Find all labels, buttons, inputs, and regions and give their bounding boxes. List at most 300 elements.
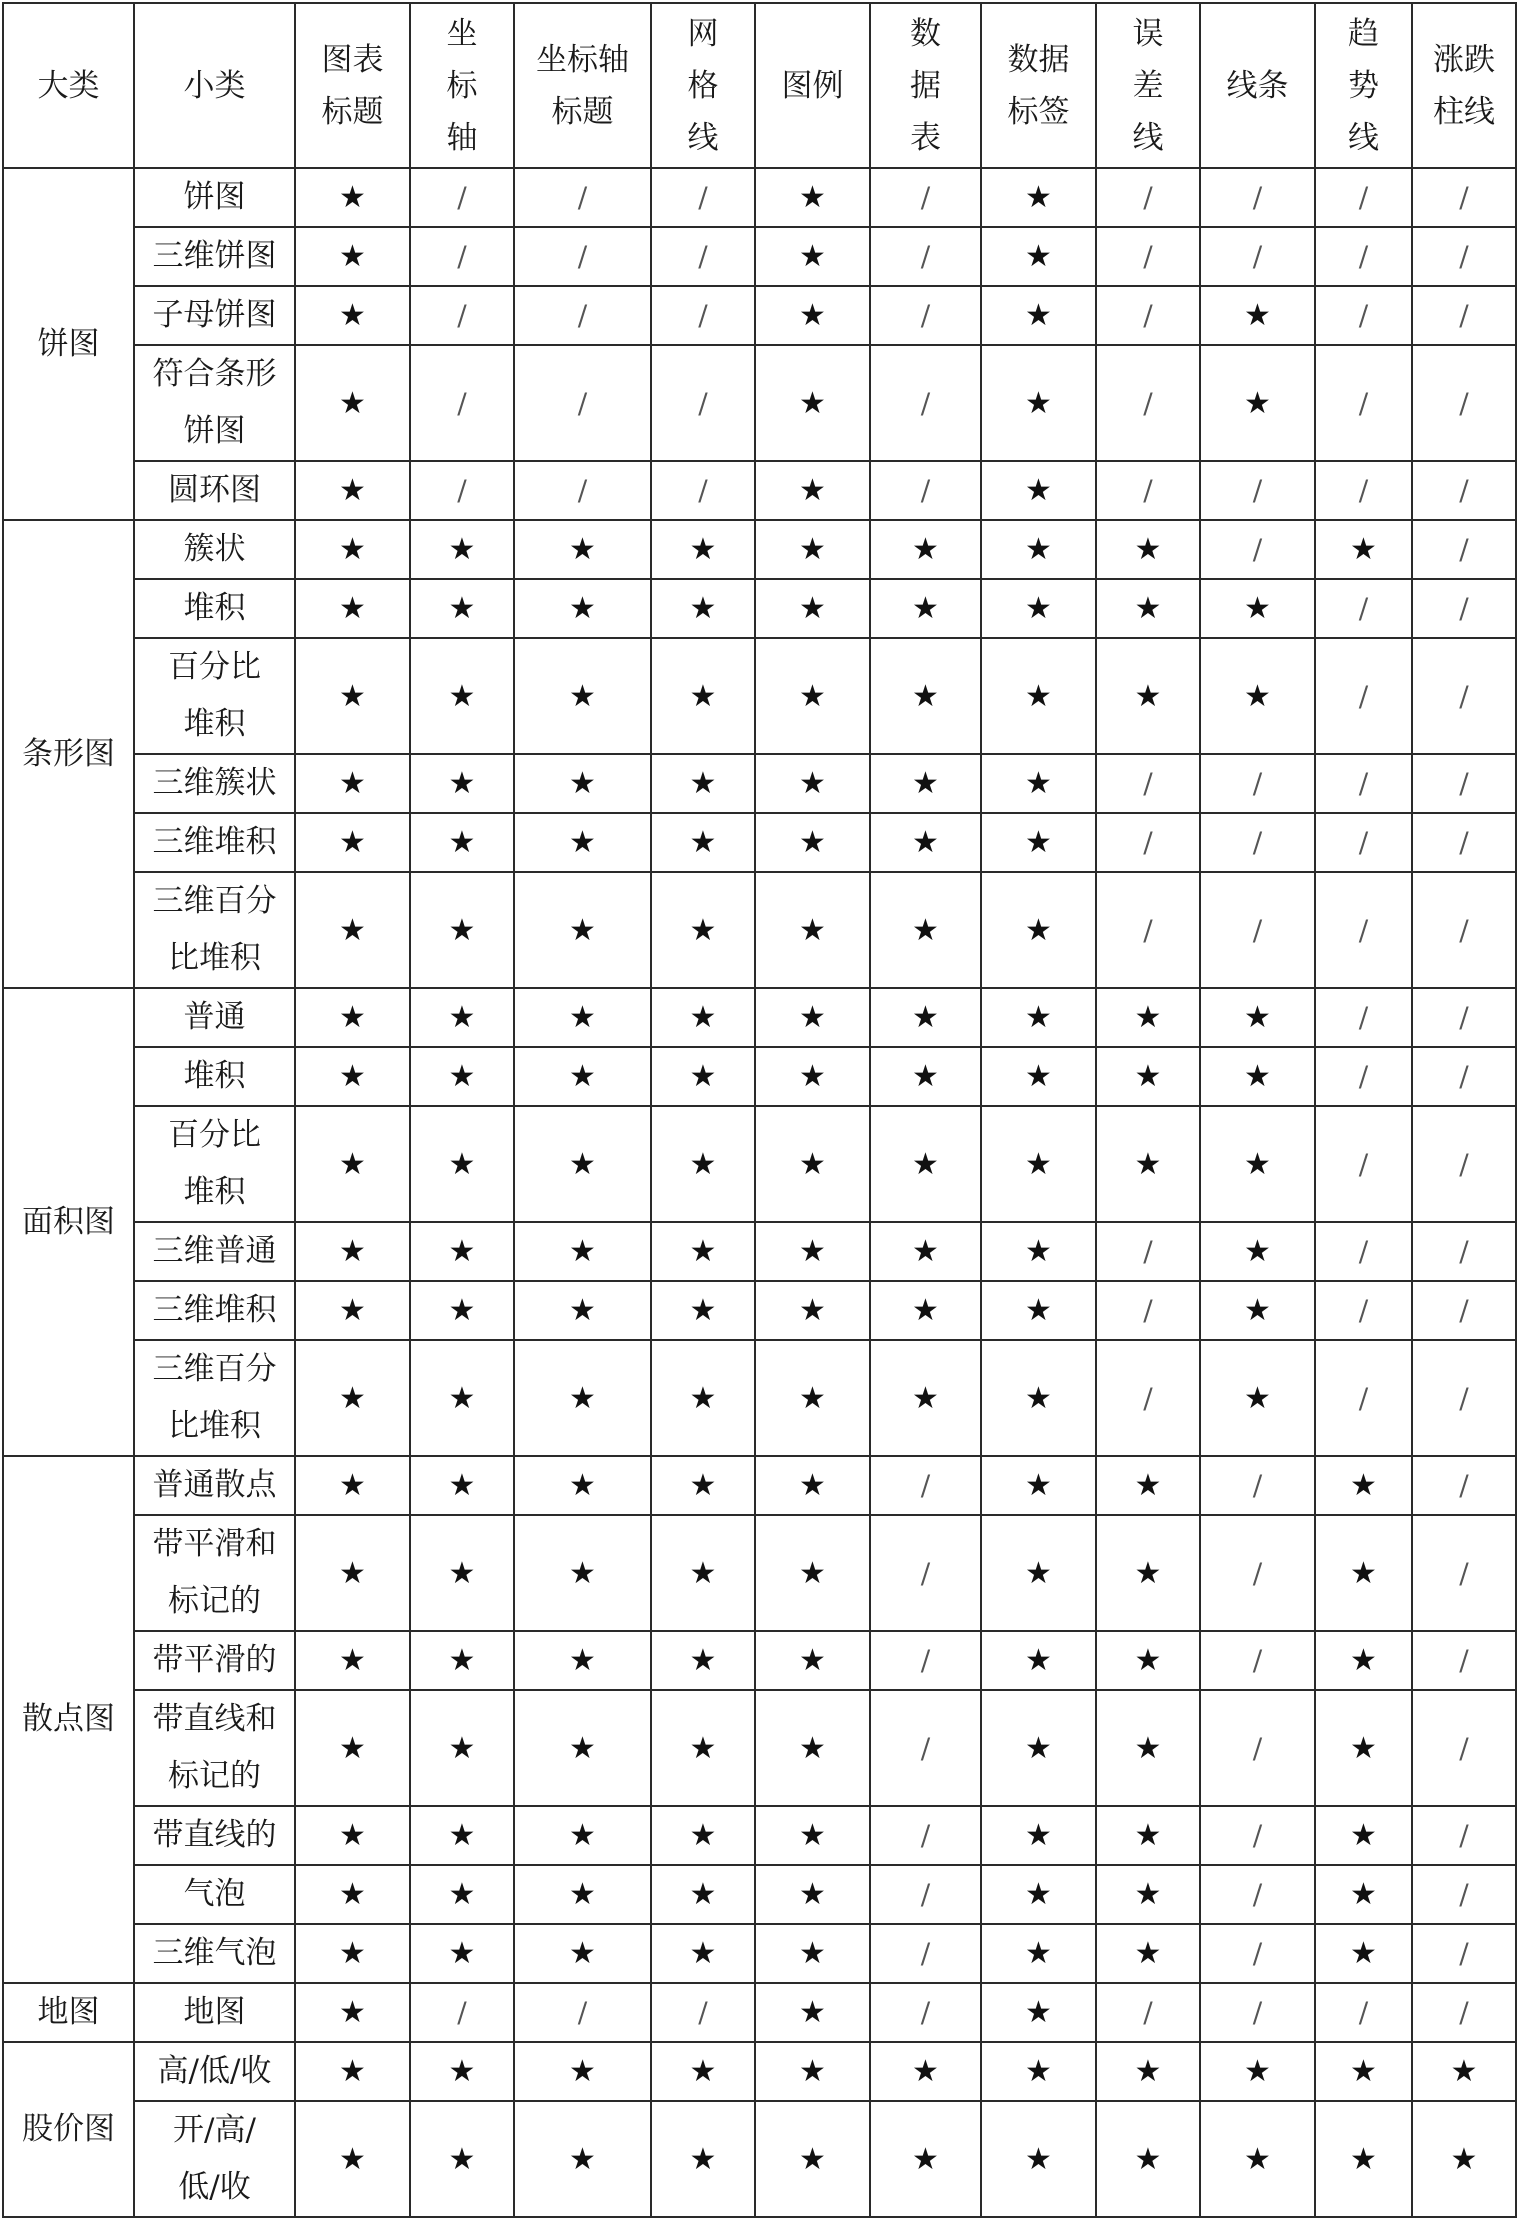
not-applicable-cell: / [1315,1340,1412,1456]
supported-star-cell: ★ [1096,638,1200,754]
supported-star-cell: ★ [755,2101,870,2217]
subcategory-cell [134,1515,295,1631]
not-applicable-cell: / [870,345,981,461]
subcategory-cell [134,1983,295,2042]
supported-star-cell: ★ [755,227,870,286]
column-header-data_labels [981,3,1096,168]
not-applicable-cell: / [1412,1047,1516,1106]
subcategory-cell [134,1047,295,1106]
supported-star-cell: ★ [981,1924,1096,1983]
supported-star-cell: ★ [295,2101,410,2217]
column-header-line: 数 [910,15,941,52]
not-applicable-cell: / [1412,1222,1516,1281]
supported-star-cell: ★ [981,872,1096,988]
not-applicable-cell: / [1200,872,1315,988]
supported-star-cell: ★ [981,345,1096,461]
not-applicable-cell: / [1315,1106,1412,1222]
supported-star-cell: ★ [1096,2042,1200,2101]
table-row [3,1456,1516,1515]
supported-star-cell: ★ [651,1222,755,1281]
subcategory-line: 三维普通 [152,1233,277,1269]
table-row [3,520,1516,579]
supported-star-cell: ★ [651,1515,755,1631]
supported-star-cell: ★ [981,2101,1096,2217]
supported-star-cell: ★ [870,1047,981,1106]
supported-star-cell: ★ [1200,1340,1315,1456]
supported-star-cell: ★ [295,1222,410,1281]
supported-star-cell: ★ [651,1106,755,1222]
column-header-lines [1200,3,1315,168]
supported-star-cell: ★ [410,1806,514,1865]
supported-star-cell: ★ [755,1865,870,1924]
supported-star-cell: ★ [514,1865,651,1924]
supported-star-cell: ★ [651,2101,755,2217]
not-applicable-cell: / [870,168,981,227]
supported-star-cell: ★ [1096,1456,1200,1515]
supported-star-cell: ★ [295,813,410,872]
column-header-line: 标 [446,67,478,104]
supported-star-cell: ★ [295,168,410,227]
table-row [3,1515,1516,1631]
supported-star-cell: ★ [514,1222,651,1281]
supported-star-cell: ★ [981,988,1096,1047]
not-applicable-cell: / [870,227,981,286]
not-applicable-cell: / [1200,520,1315,579]
not-applicable-cell: / [1096,872,1200,988]
supported-star-cell: ★ [410,1047,514,1106]
not-applicable-cell: / [410,345,514,461]
table-row [3,872,1516,988]
subcategory-line: 普通散点 [152,1467,277,1503]
not-applicable-cell: / [410,286,514,345]
supported-star-cell: ★ [870,872,981,988]
supported-star-cell: ★ [981,1865,1096,1924]
not-applicable-cell: / [870,1456,981,1515]
table-row [3,1924,1516,1983]
supported-star-cell: ★ [981,1631,1096,1690]
supported-star-cell: ★ [514,1515,651,1631]
supported-star-cell: ★ [410,1281,514,1340]
supported-star-cell: ★ [1096,1515,1200,1631]
supported-star-cell: ★ [870,813,981,872]
subcategory-line: 饼图 [183,413,246,449]
not-applicable-cell: / [1096,227,1200,286]
table-row [3,2042,1516,2101]
subcategory-cell [134,1106,295,1222]
not-applicable-cell: / [1412,168,1516,227]
column-header-trendline [1315,3,1412,168]
column-header-line: 坐 [446,15,478,52]
supported-star-cell: ★ [981,168,1096,227]
column-header-error_bars [1096,3,1200,168]
supported-star-cell: ★ [755,872,870,988]
supported-star-cell: ★ [295,1690,410,1806]
column-header-line: 图例 [781,67,844,104]
supported-star-cell: ★ [514,754,651,813]
not-applicable-cell: / [1200,1631,1315,1690]
supported-star-cell: ★ [651,813,755,872]
not-applicable-cell: / [1200,1806,1315,1865]
not-applicable-cell: / [514,1983,651,2042]
not-applicable-cell: / [1412,1106,1516,1222]
supported-star-cell: ★ [1096,1924,1200,1983]
supported-star-cell: ★ [870,638,981,754]
supported-star-cell: ★ [410,1865,514,1924]
not-applicable-cell: / [870,1983,981,2042]
supported-star-cell: ★ [410,988,514,1047]
not-applicable-cell: / [1412,1690,1516,1806]
subcategory-header: 小类 [134,3,295,168]
not-applicable-cell: / [870,1924,981,1983]
supported-star-cell: ★ [410,1106,514,1222]
subcategory-cell [134,1631,295,1690]
subcategory-cell [134,2042,295,2101]
supported-star-cell: ★ [755,754,870,813]
not-applicable-cell: / [1315,1222,1412,1281]
not-applicable-cell: / [1315,754,1412,813]
supported-star-cell: ★ [514,579,651,638]
table-row [3,638,1516,754]
not-applicable-cell: / [514,461,651,520]
subcategory-cell [134,754,295,813]
subcategory-line: 堆积 [183,1174,246,1210]
column-header-line: 标题 [551,93,614,130]
supported-star-cell: ★ [981,1690,1096,1806]
subcategory-line: 符合条形 [152,356,277,392]
subcategory-line: 高/低/收 [157,2053,272,2089]
category-header: 大类 [3,3,134,168]
supported-star-cell: ★ [410,754,514,813]
supported-star-cell: ★ [651,638,755,754]
supported-star-cell: ★ [755,1983,870,2042]
column-header-line: 数据 [1007,41,1070,78]
subcategory-line: 标记的 [168,1583,261,1619]
table-row [3,1340,1516,1456]
supported-star-cell: ★ [514,1456,651,1515]
not-applicable-cell: / [1096,1983,1200,2042]
supported-star-cell: ★ [295,1515,410,1631]
subcategory-line: 气泡 [183,1876,246,1912]
subcategory-line: 三维百分 [152,1351,277,1387]
supported-star-cell: ★ [870,988,981,1047]
supported-star-cell: ★ [295,754,410,813]
supported-star-cell: ★ [755,1106,870,1222]
not-applicable-cell: / [1315,1281,1412,1340]
column-header-line: 标题 [321,93,384,130]
not-applicable-cell: / [1200,1865,1315,1924]
supported-star-cell: ★ [1200,1106,1315,1222]
supported-star-cell: ★ [514,988,651,1047]
supported-star-cell: ★ [755,813,870,872]
supported-star-cell: ★ [755,2042,870,2101]
supported-star-cell: ★ [870,520,981,579]
supported-star-cell: ★ [514,2101,651,2217]
supported-star-cell: ★ [410,1515,514,1631]
supported-star-cell: ★ [651,520,755,579]
supported-star-cell: ★ [755,1340,870,1456]
supported-star-cell: ★ [295,2042,410,2101]
supported-star-cell: ★ [295,872,410,988]
supported-star-cell: ★ [755,1047,870,1106]
supported-star-cell: ★ [651,1865,755,1924]
supported-star-cell: ★ [410,1924,514,1983]
not-applicable-cell: / [1412,1983,1516,2042]
not-applicable-cell: / [1412,1281,1516,1340]
supported-star-cell: ★ [870,2042,981,2101]
not-applicable-cell: / [651,1983,755,2042]
table-header [3,3,1516,168]
column-header-up_down_bars [1412,3,1516,168]
column-header-line: 轴 [446,119,478,156]
supported-star-cell: ★ [981,1983,1096,2042]
table-row [3,461,1516,520]
subcategory-line: 比堆积 [168,1408,261,1444]
supported-star-cell: ★ [1200,579,1315,638]
not-applicable-cell: / [1412,461,1516,520]
category-cell: 条形图 [3,520,134,988]
supported-star-cell: ★ [295,1106,410,1222]
supported-star-cell: ★ [755,168,870,227]
not-applicable-cell: / [1412,813,1516,872]
column-header-gridlines [651,3,755,168]
supported-star-cell: ★ [981,227,1096,286]
subcategory-line: 子母饼图 [152,297,277,333]
not-applicable-cell: / [1200,461,1315,520]
not-applicable-cell: / [870,1690,981,1806]
not-applicable-cell: / [870,1806,981,1865]
not-applicable-cell: / [1412,1806,1516,1865]
supported-star-cell: ★ [981,1806,1096,1865]
table-row [3,1983,1516,2042]
not-applicable-cell: / [1096,1281,1200,1340]
not-applicable-cell: / [651,461,755,520]
subcategory-line: 比堆积 [168,940,261,976]
supported-star-cell: ★ [981,813,1096,872]
supported-star-cell: ★ [295,638,410,754]
not-applicable-cell: / [651,168,755,227]
table-row [3,1631,1516,1690]
not-applicable-cell: / [651,345,755,461]
supported-star-cell: ★ [981,754,1096,813]
subcategory-cell [134,345,295,461]
supported-star-cell: ★ [1200,345,1315,461]
not-applicable-cell: / [1200,1924,1315,1983]
column-header-line: 线 [1348,119,1379,156]
not-applicable-cell: / [1315,638,1412,754]
not-applicable-cell: / [1315,227,1412,286]
not-applicable-cell: / [1096,1222,1200,1281]
supported-star-cell: ★ [1315,1924,1412,1983]
supported-star-cell: ★ [1096,579,1200,638]
supported-star-cell: ★ [1096,988,1200,1047]
supported-star-cell: ★ [1096,1806,1200,1865]
not-applicable-cell: / [1412,988,1516,1047]
supported-star-cell: ★ [514,1340,651,1456]
supported-star-cell: ★ [295,1047,410,1106]
supported-star-cell: ★ [755,579,870,638]
subcategory-line: 三维百分 [152,883,277,919]
subcategory-cell [134,520,295,579]
supported-star-cell: ★ [295,520,410,579]
category-cell: 散点图 [3,1456,134,1983]
table-row [3,1106,1516,1222]
supported-star-cell: ★ [1200,2101,1315,2217]
table-row [3,1806,1516,1865]
not-applicable-cell: / [1315,168,1412,227]
table-row [3,988,1516,1047]
subcategory-line: 百分比 [168,649,261,685]
not-applicable-cell: / [1200,1515,1315,1631]
supported-star-cell: ★ [755,1456,870,1515]
supported-star-cell: ★ [1096,1106,1200,1222]
subcategory-line: 三维饼图 [152,238,277,274]
supported-star-cell: ★ [410,813,514,872]
supported-star-cell: ★ [295,1456,410,1515]
supported-star-cell: ★ [410,872,514,988]
table-row [3,345,1516,461]
chart-elements-table [2,2,1517,2218]
supported-star-cell: ★ [295,1281,410,1340]
supported-star-cell: ★ [651,1806,755,1865]
column-header-line: 线 [687,119,719,156]
supported-star-cell: ★ [295,1865,410,1924]
column-header-data_table [870,3,981,168]
table-row [3,2101,1516,2217]
supported-star-cell: ★ [1200,1281,1315,1340]
not-applicable-cell: / [1315,579,1412,638]
supported-star-cell: ★ [651,1281,755,1340]
subcategory-line: 标记的 [168,1758,261,1794]
supported-star-cell: ★ [514,2042,651,2101]
not-applicable-cell: / [1412,638,1516,754]
not-applicable-cell: / [1200,813,1315,872]
subcategory-cell [134,461,295,520]
supported-star-cell: ★ [981,1340,1096,1456]
supported-star-cell: ★ [410,1690,514,1806]
not-applicable-cell: / [1412,1631,1516,1690]
category-cell: 地图 [3,1983,134,2042]
not-applicable-cell: / [870,1631,981,1690]
table-row [3,1047,1516,1106]
column-header-line: 涨跌 [1433,41,1495,78]
supported-star-cell: ★ [1315,1806,1412,1865]
supported-star-cell: ★ [755,1515,870,1631]
subcategory-line: 堆积 [183,1058,246,1094]
subcategory-cell [134,2101,295,2217]
column-header-line: 标签 [1007,93,1070,130]
not-applicable-cell: / [1412,1515,1516,1631]
not-applicable-cell: / [514,227,651,286]
supported-star-cell: ★ [514,1631,651,1690]
not-applicable-cell: / [1412,579,1516,638]
column-header-line: 网 [687,15,719,52]
subcategory-cell [134,1456,295,1515]
table-row [3,1281,1516,1340]
subcategory-cell [134,1865,295,1924]
supported-star-cell: ★ [1412,2101,1516,2217]
supported-star-cell: ★ [1315,1865,1412,1924]
subcategory-cell [134,1806,295,1865]
not-applicable-cell: / [1200,1690,1315,1806]
supported-star-cell: ★ [981,2042,1096,2101]
supported-star-cell: ★ [755,1806,870,1865]
supported-star-cell: ★ [755,988,870,1047]
not-applicable-cell: / [1315,461,1412,520]
supported-star-cell: ★ [514,1690,651,1806]
category-cell: 面积图 [3,988,134,1456]
supported-star-cell: ★ [981,1281,1096,1340]
supported-star-cell: ★ [295,461,410,520]
subcategory-cell [134,872,295,988]
supported-star-cell: ★ [755,638,870,754]
supported-star-cell: ★ [1096,1865,1200,1924]
table-row [3,1222,1516,1281]
supported-star-cell: ★ [1200,286,1315,345]
not-applicable-cell: / [870,286,981,345]
not-applicable-cell: / [1412,1456,1516,1515]
not-applicable-cell: / [1412,345,1516,461]
subcategory-line: 带平滑的 [152,1642,277,1678]
supported-star-cell: ★ [651,579,755,638]
subcategory-cell [134,988,295,1047]
supported-star-cell: ★ [1200,1047,1315,1106]
supported-star-cell: ★ [410,1456,514,1515]
column-header-line: 线条 [1226,67,1289,104]
not-applicable-cell: / [1096,286,1200,345]
subcategory-cell [134,1222,295,1281]
supported-star-cell: ★ [755,461,870,520]
column-header-chart_title [295,3,410,168]
column-header-line: 表 [910,119,941,156]
column-header-line: 差 [1132,67,1164,104]
supported-star-cell: ★ [295,988,410,1047]
supported-star-cell: ★ [295,1983,410,2042]
subcategory-cell [134,1281,295,1340]
supported-star-cell: ★ [981,1047,1096,1106]
not-applicable-cell: / [514,168,651,227]
supported-star-cell: ★ [295,345,410,461]
not-applicable-cell: / [1315,1983,1412,2042]
supported-star-cell: ★ [981,1515,1096,1631]
supported-star-cell: ★ [981,1456,1096,1515]
subcategory-cell [134,286,295,345]
supported-star-cell: ★ [870,1281,981,1340]
supported-star-cell: ★ [295,286,410,345]
column-header-line: 据 [910,67,941,104]
not-applicable-cell: / [410,168,514,227]
supported-star-cell: ★ [295,1631,410,1690]
subcategory-cell [134,638,295,754]
supported-star-cell: ★ [755,1924,870,1983]
not-applicable-cell: / [1315,1047,1412,1106]
not-applicable-cell: / [1315,872,1412,988]
subcategory-line: 饼图 [183,179,246,215]
supported-star-cell: ★ [410,1222,514,1281]
supported-star-cell: ★ [755,345,870,461]
supported-star-cell: ★ [1096,1047,1200,1106]
supported-star-cell: ★ [870,2101,981,2217]
not-applicable-cell: / [410,461,514,520]
table-row [3,1690,1516,1806]
not-applicable-cell: / [651,227,755,286]
supported-star-cell: ★ [981,638,1096,754]
subcategory-line: 三维堆积 [152,824,277,860]
supported-star-cell: ★ [1096,2101,1200,2217]
column-header-line: 图表 [321,41,384,78]
supported-star-cell: ★ [1096,520,1200,579]
supported-star-cell: ★ [1412,2042,1516,2101]
supported-star-cell: ★ [981,1106,1096,1222]
